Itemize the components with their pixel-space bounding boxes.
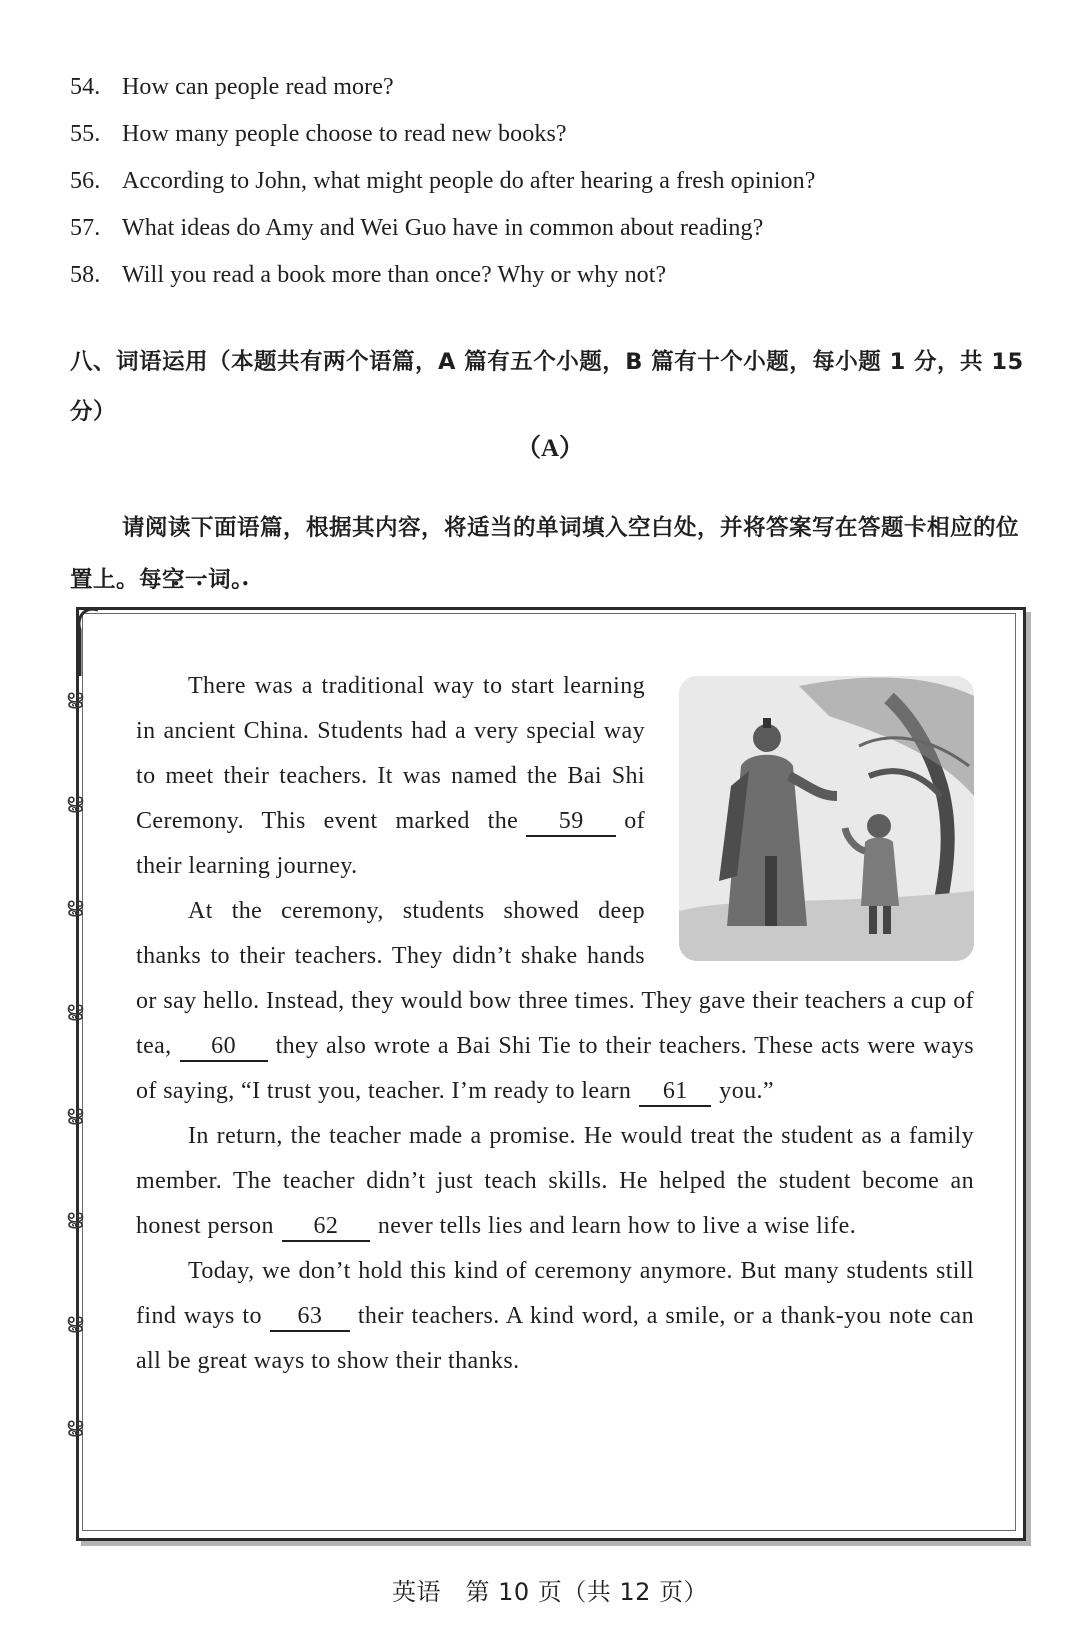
paragraph-3 xyxy=(136,1114,974,1249)
emphasis-char: 一 • xyxy=(185,567,208,593)
emphasis-char: 每 • xyxy=(139,567,162,593)
paragraph-text: of their learning journey. xyxy=(136,808,645,879)
answer-blank-59[interactable]: 59 xyxy=(526,807,616,837)
scroll-knot-icon: ൠ xyxy=(66,1415,84,1437)
paragraph-text: they also wrote a Bai Shi Tie to their teachers. These acts were ways of saying, “I trust you, teacher. I’m ready to learn xyxy=(136,1033,974,1104)
paragraph-text: In return, the teacher made a promise. He would treat the student as a family member. The teacher didn’t just teach skills. He helped the student become an honest person xyxy=(136,1123,974,1239)
answer-blank-63[interactable]: 63 xyxy=(270,1302,350,1332)
question-number: 58. xyxy=(70,262,101,288)
part-label: （A） xyxy=(515,435,585,462)
question-text: How can people read more? xyxy=(122,74,394,100)
question-55 xyxy=(70,121,567,148)
question-number: 55. xyxy=(70,121,101,147)
paragraph-text: never tells lies and learn how to live a wise life. xyxy=(377,1213,857,1239)
scroll-knot-icon: ൠ xyxy=(66,1311,84,1333)
question-text: Will you read a book more than once? Why or why not? xyxy=(122,262,667,288)
question-56 xyxy=(70,168,815,195)
question-number: 54. xyxy=(70,74,101,100)
answer-blank-60[interactable]: 60 xyxy=(180,1032,268,1062)
section-title: 八、词语运用（本题共有两个语篇，A 篇有五个小题，B 篇有十个小题，每小题 1 分，共 15 分） xyxy=(70,349,1024,425)
paragraph-text: their teachers. A kind word, a smile, or a thank-you note can all be great ways to show their thanks. xyxy=(136,1303,974,1374)
question-57 xyxy=(70,215,763,242)
scroll-knot-icon: ൠ xyxy=(66,791,84,813)
emphasis-char: 空 • xyxy=(162,567,185,593)
reading-passage xyxy=(136,664,974,1384)
scroll-knot-icon: ൠ xyxy=(66,895,84,917)
paragraph-text: There was a traditional way to start learning in ancient China. Students had a very special way to meet their teachers. It was named the Bai Shi Ceremony. This event marked the xyxy=(136,673,645,834)
question-54 xyxy=(70,74,394,101)
question-text: According to John, what might people do after hearing a fresh opinion? xyxy=(122,168,816,194)
paragraph-text: At the ceremony, students showed deep thanks to their teachers. They didn’t shake hands or say hello. Instead, they would bow three times. They gave their teachers a cup of tea, xyxy=(136,898,974,1059)
question-text: What ideas do Amy and Wei Guo have in common about reading? xyxy=(122,215,764,241)
question-number: 56. xyxy=(70,168,101,194)
instruction xyxy=(70,502,1038,606)
paragraph-text: Today, we don’t hold this kind of ceremony anymore. But many students still find ways to xyxy=(136,1258,974,1329)
answer-blank-62[interactable]: 62 xyxy=(282,1212,370,1242)
emphasis-char: 词 • xyxy=(208,567,231,593)
question-text: How many people choose to read new books? xyxy=(122,121,567,147)
scroll-curl-decoration xyxy=(62,596,102,676)
paragraph-4 xyxy=(136,1249,974,1384)
scroll-knot-icon: ൠ xyxy=(66,1103,84,1125)
question-number: 57. xyxy=(70,215,101,241)
scroll-knot-icon: ൠ xyxy=(66,1207,84,1229)
ceremony-illustration xyxy=(679,676,974,961)
paragraph-text: you.” xyxy=(719,1078,774,1104)
question-58 xyxy=(70,262,666,289)
instruction-text: 请阅读下面语篇，根据其内容，将适当的单词填入空白处，并将答案写在答题卡相应的位置上。 xyxy=(70,515,1020,593)
instruction-end: 。 xyxy=(231,567,255,593)
scroll-knot-icon: ൠ xyxy=(66,999,84,1021)
answer-blank-61[interactable]: 61 xyxy=(639,1077,711,1107)
page-footer: 英语 第 10 页（共 12 页） xyxy=(391,1578,709,1606)
scroll-knot-icon: ൠ xyxy=(66,687,84,709)
